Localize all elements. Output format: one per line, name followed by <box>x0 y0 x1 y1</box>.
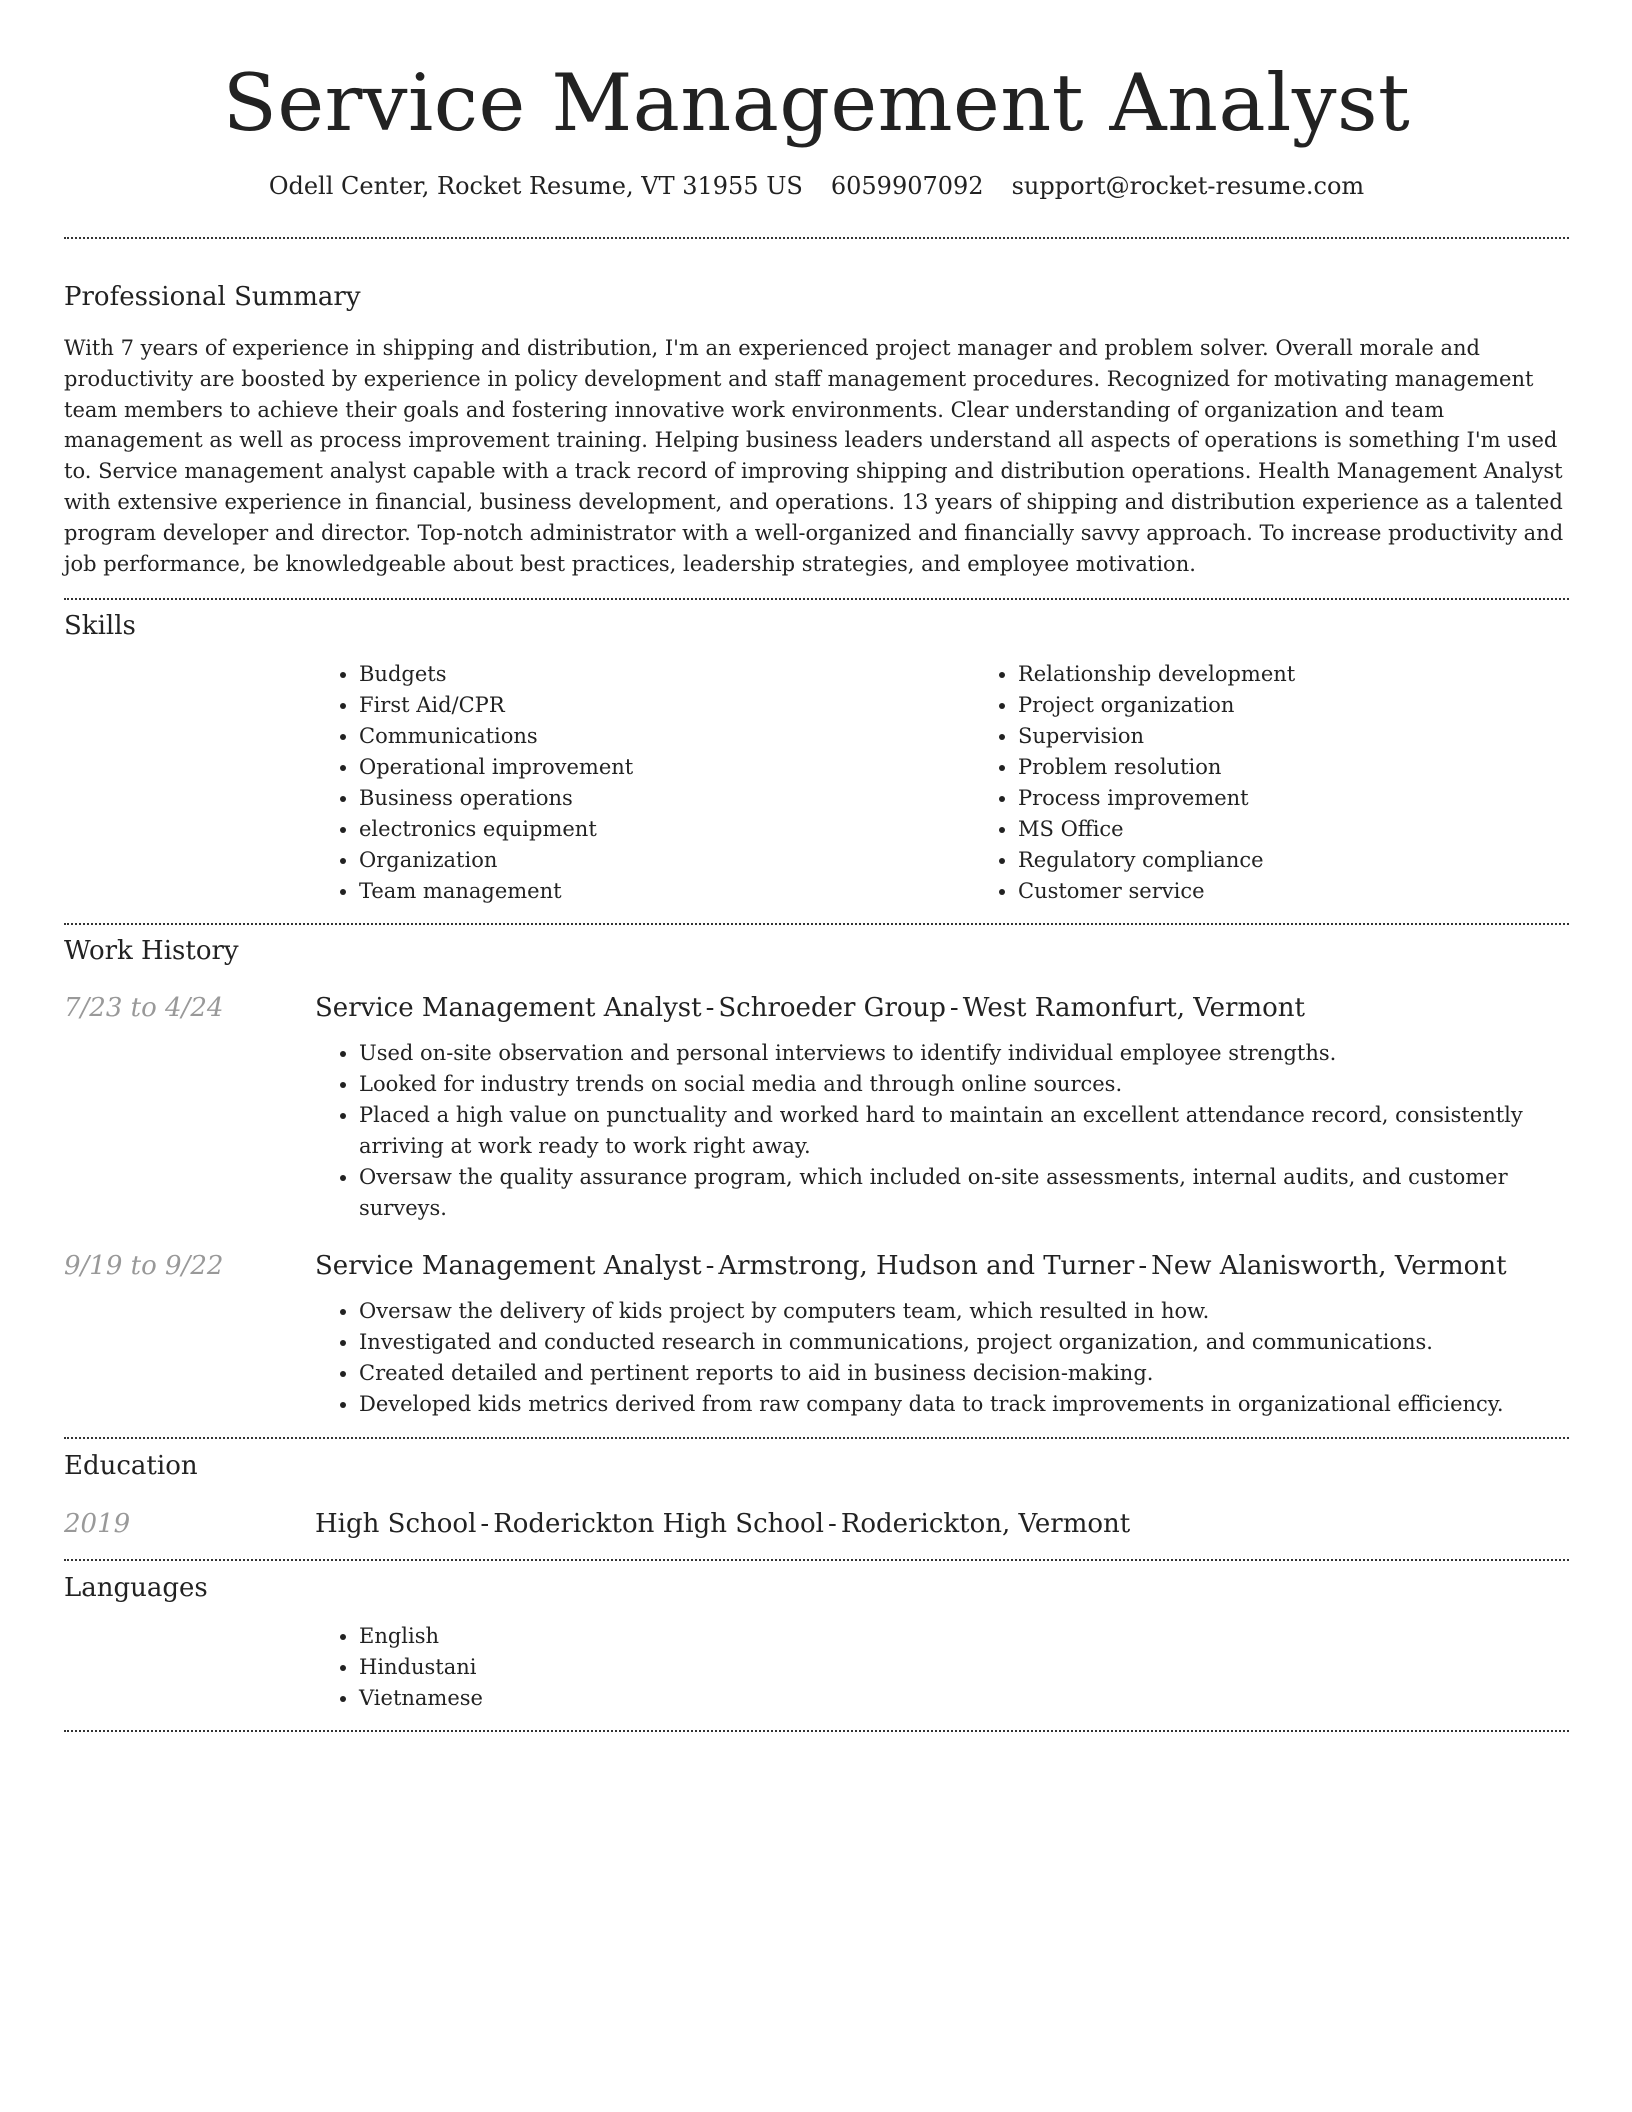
resume-page <box>64 0 1569 1732</box>
job-location: New Alanisworth, Vermont <box>1151 1251 1507 1282</box>
education-location: Roderickton, Vermont <box>840 1509 1131 1540</box>
job-bullets <box>315 1296 1569 1420</box>
contact-phone: 6059907092 <box>830 172 984 200</box>
job-entry <box>64 1249 1569 1420</box>
education-school: Roderickton High School <box>493 1509 825 1540</box>
job-bullet: • Oversaw the delivery of kids project by computers team, which resulted in how. <box>359 1296 1569 1327</box>
skill-item: • Relationship development <box>1018 659 1632 690</box>
education-section <box>64 1449 1569 1541</box>
summary-section <box>64 280 1569 579</box>
job-dates: 9/19 to 9/22 <box>64 1251 224 1282</box>
job-bullet: • Placed a high value on punctuality and worked hard to maintain an excellent attendance record, consistently arriving at work ready to work right away. <box>359 1100 1569 1162</box>
job-entry <box>64 991 1569 1224</box>
skill-item: • Budgets <box>359 659 974 690</box>
skill-item: • Communications <box>359 721 974 752</box>
job-company: Schroeder Group <box>718 993 946 1024</box>
separator: - <box>1138 1251 1148 1282</box>
skills-section <box>64 609 1569 907</box>
education-heading: Education <box>64 1451 198 1482</box>
divider <box>64 1559 1569 1561</box>
job-heading <box>315 991 1305 1025</box>
job-bullets <box>315 1038 1569 1224</box>
languages-section <box>64 1571 1569 1714</box>
job-heading <box>315 1249 1507 1283</box>
divider <box>64 1730 1569 1732</box>
job-bullet: • Developed kids metrics derived from raw company data to track improvements in organizational efficiency. <box>359 1389 1569 1420</box>
skill-item: • First Aid/CPR <box>359 690 974 721</box>
separator: - <box>705 993 715 1024</box>
separator: - <box>705 1251 715 1282</box>
contact-line <box>64 170 1569 202</box>
skill-item: • Problem resolution <box>1018 752 1632 783</box>
skill-item: • Organization <box>359 845 974 876</box>
skill-item: • electronics equipment <box>359 814 974 845</box>
job-bullet: • Looked for industry trends on social media and through online sources. <box>359 1069 1569 1100</box>
work-heading: Work History <box>64 936 239 967</box>
contact-email: support@rocket-resume.com <box>1011 172 1365 200</box>
job-bullet: • Used on-site observation and personal interviews to identify individual employee strengths. <box>359 1038 1569 1069</box>
divider <box>64 923 1569 925</box>
skill-item: • Project organization <box>1018 690 1632 721</box>
education-degree: High School <box>315 1509 477 1540</box>
skill-item: • MS Office <box>1018 814 1632 845</box>
divider <box>64 237 1569 239</box>
job-bullet: • Investigated and conducted research in communications, project organization, and communications. <box>359 1327 1569 1358</box>
job-location: West Ramonfurt, Vermont <box>962 993 1305 1024</box>
job-dates: 7/23 to 4/24 <box>64 993 224 1024</box>
skill-item: • Process improvement <box>1018 783 1632 814</box>
summary-text: With 7 years of experience in shipping and distribution, I'm an experienced project manager and problem solver. Overall morale and productivity are boosted by experience in policy development and staff management procedures. Recognized for motivating management team members to achieve their goals and fostering innovative work environments. Clear understanding of organization and team management as well as process improvement training. Helping business leaders understand all aspects of operations is something I'm used to. Service management analyst capable with a track record of improving shipping and distribution operations. Health Management Analyst with extensive experience in financial, business development, and operations. 13 years of shipping and distribution experience as a talented program developer and director. Top-notch administrator with a well-organized and financially savvy approach. To increase productivity and job performance, be knowledgeable about best practices, leadership strategies, and employee motivation. <box>64 336 1564 576</box>
divider <box>64 1437 1569 1439</box>
job-role: Service Management Analyst <box>315 993 702 1024</box>
education-heading-line <box>315 1507 1130 1541</box>
job-header-row <box>64 991 1569 1025</box>
job-role: Service Management Analyst <box>315 1251 702 1282</box>
resume-title: Service Management Analyst <box>222 57 1411 149</box>
skill-item: • Regulatory compliance <box>1018 845 1632 876</box>
job-bullet: • Oversaw the quality assurance program, which included on-site assessments, internal audits, and customer surveys. <box>359 1162 1569 1224</box>
job-company: Armstrong, Hudson and Turner <box>718 1251 1135 1282</box>
languages-heading: Languages <box>64 1573 208 1604</box>
contact-address: Odell Center, Rocket Resume, VT 31955 US <box>268 172 803 200</box>
skill-item: • Operational improvement <box>359 752 974 783</box>
job-bullet: • Created detailed and pertinent reports to aid in business decision-making. <box>359 1358 1569 1389</box>
separator: - <box>828 1509 837 1540</box>
skill-item: • Team management <box>359 876 974 907</box>
education-entry <box>64 1507 1569 1541</box>
skills-list-left <box>315 659 974 907</box>
skills-grid <box>315 659 1569 907</box>
skill-item: • Customer service <box>1018 876 1632 907</box>
language-item: • English <box>359 1621 1569 1652</box>
education-year: 2019 <box>64 1509 131 1540</box>
skill-item: • Business operations <box>359 783 974 814</box>
language-item: • Vietnamese <box>359 1683 1569 1714</box>
separator: - <box>949 993 959 1024</box>
summary-heading: Professional Summary <box>64 282 361 312</box>
separator: - <box>480 1509 490 1540</box>
work-section <box>64 934 1569 1420</box>
skill-item: • Supervision <box>1018 721 1632 752</box>
language-item: • Hindustani <box>359 1652 1569 1683</box>
languages-list <box>315 1621 1569 1714</box>
job-header-row <box>64 1249 1569 1283</box>
divider <box>64 598 1569 600</box>
skills-list-right <box>974 659 1632 907</box>
skills-heading: Skills <box>64 611 136 642</box>
